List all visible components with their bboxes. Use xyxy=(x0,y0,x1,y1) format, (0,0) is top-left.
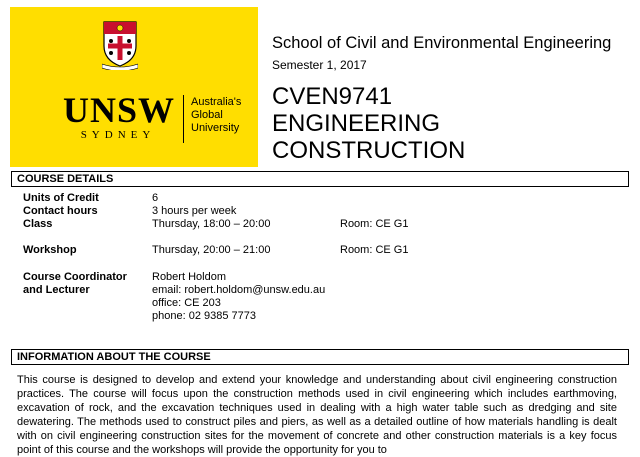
class-label: Class xyxy=(23,218,53,230)
coordinator-label-1: Course Coordinator xyxy=(23,271,127,283)
workshop-value: Thursday, 20:00 – 21:00 xyxy=(152,244,271,256)
units-label: Units of Credit xyxy=(23,192,99,204)
class-value: Thursday, 18:00 – 20:00 xyxy=(152,218,271,230)
coordinator-label-2: and Lecturer xyxy=(23,284,90,296)
contact-label: Contact hours xyxy=(23,205,98,217)
logo-divider xyxy=(183,95,184,143)
coordinator-name: Robert Holdom xyxy=(152,271,226,283)
coordinator-office: office: CE 203 xyxy=(152,297,221,309)
course-name-line-1: ENGINEERING xyxy=(272,110,441,137)
course-info-heading: INFORMATION ABOUT THE COURSE xyxy=(11,349,629,365)
tagline-line-3: University xyxy=(191,122,240,134)
course-info-paragraph: This course is designed to develop and extend your knowledge and understanding about civil engineering construction practices. The course will focus upon the construction methods used in civil engineering which includes earthmoving, excavation of rock, and the excavation techniques used in dealing with a high water table such as dredging and site dewatering. The methods used to construct piles and piers, as well as a detailed outline of how materials handling is dealt with on civil engineering construction sites for the movement of concrete and other construction materials is a key focus point of this course and the workshops will provide the opportunity for you to xyxy=(17,374,617,456)
contact-value: 3 hours per week xyxy=(152,205,237,217)
workshop-label: Workshop xyxy=(23,244,77,256)
workshop-room: Room: CE G1 xyxy=(340,244,409,256)
course-code: CVEN9741 xyxy=(272,83,393,110)
unsw-crest-icon xyxy=(102,20,138,70)
course-details-heading: COURSE DETAILS xyxy=(11,171,629,187)
semester: Semester 1, 2017 xyxy=(272,58,367,72)
unsw-logo xyxy=(10,7,258,167)
coordinator-email[interactable]: email: robert.holdom@unsw.edu.au xyxy=(152,284,326,296)
unsw-city: SYDNEY xyxy=(80,129,156,141)
course-name-line-2: CONSTRUCTION xyxy=(272,137,466,164)
unsw-wordmark: UNSW xyxy=(63,90,176,130)
course-title xyxy=(272,83,465,164)
class-room: Room: CE G1 xyxy=(340,218,409,230)
tagline-line-1: Australia's xyxy=(191,96,242,108)
unsw-tagline xyxy=(191,96,241,135)
coordinator-phone: phone: 02 9385 7773 xyxy=(152,310,256,322)
school-name: School of Civil and Environmental Engineering xyxy=(272,34,612,52)
tagline-line-2: Global xyxy=(191,109,223,121)
units-value: 6 xyxy=(152,192,159,204)
